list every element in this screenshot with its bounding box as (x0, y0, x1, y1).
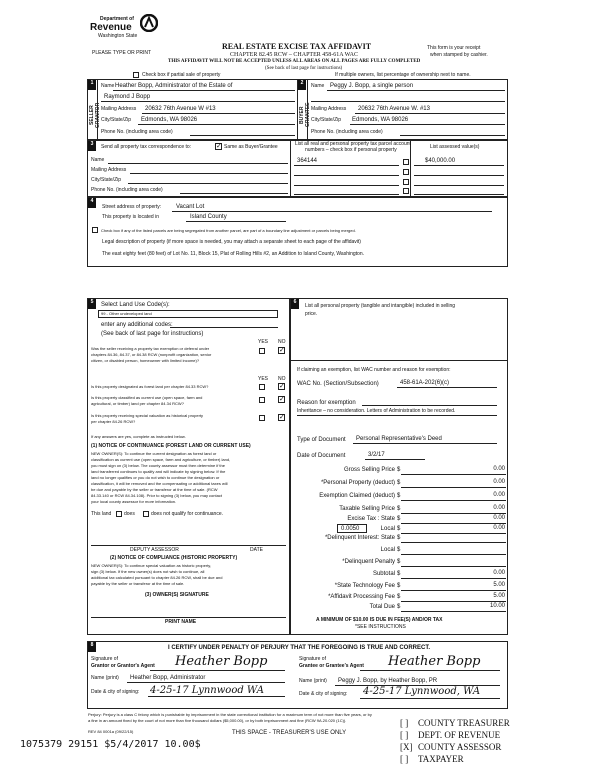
tax-row-label: Local (380, 526, 395, 532)
section-8-badge: 8 (88, 642, 96, 652)
q3-yes-checkbox[interactable] (259, 397, 265, 403)
doc-type-label: Type of Document (297, 437, 346, 443)
total-due-value[interactable]: 10.00 (489, 603, 505, 609)
land-use-code: 99 - Other undeveloped land (101, 311, 152, 316)
recording-stamp: 1075379 29151 $5/4/2017 10.00$ (20, 739, 201, 750)
excise-local-value[interactable]: 0.00 (493, 525, 505, 531)
excise-state-value[interactable]: 0.00 (493, 515, 505, 521)
no-header-1: NO (278, 339, 286, 345)
land-use-label: Select Land Use Code(s): (101, 302, 170, 308)
personal-property-checkbox-2[interactable] (403, 169, 409, 175)
does-label: does (124, 511, 135, 517)
street-label: Street address of property: (102, 204, 162, 210)
personal-property-value[interactable]: 0.00 (493, 479, 505, 485)
yes-header-2: YES (258, 376, 269, 382)
copy-label: TAXPAYER (418, 754, 464, 764)
grantee-signature[interactable]: Heather Bopp (388, 654, 481, 669)
personal-property-label-2: price. (305, 311, 318, 317)
buyer-mail-label: Mailing Address (311, 106, 347, 112)
continuance-line: NEW OWNER(S): To continue the current designation as forest land or (91, 451, 217, 456)
grantee-date-city[interactable]: 4-25-17 Lynnwood, WA (363, 686, 481, 697)
segregated-checkbox[interactable] (92, 227, 98, 233)
multiple-owners-note: If multiple owners, list percentage of ownership next to name. (335, 72, 471, 78)
q1-no-checkbox[interactable]: ✓ (279, 347, 285, 354)
continuance-title: (1) NOTICE OF CONTINUANCE (FOREST LAND OR CURRENT USE) (91, 443, 251, 449)
tax-row-label: *Delinquent Interest: State (324, 535, 395, 541)
seller-mail-label: Mailing Address (101, 106, 137, 112)
continuance-line: land no longer qualifies or you do not wish to continue the designation or (91, 475, 220, 480)
dollar-sign: $ (397, 571, 401, 577)
copy-mark[interactable]: [ ] (400, 754, 409, 764)
tax-row-label: *Personal Property (deduct) (320, 480, 395, 486)
q2-yes-checkbox[interactable] (259, 384, 265, 390)
dollar-sign: $ (397, 480, 401, 486)
dollar-sign: $ (397, 604, 401, 610)
sec3-city-label: City/State/Zip (91, 177, 122, 183)
local-rate: 0.0050 (341, 526, 360, 532)
minimum-due-note: A MINIMUM OF $10.00 IS DUE IN FEE(S) AND/OR TAX (316, 617, 443, 623)
buyer-city[interactable]: Edmonds, WA 98026 (352, 117, 409, 123)
copy-label: DEPT. OF REVENUE (418, 730, 501, 740)
dollar-sign: $ (397, 583, 401, 589)
grantor-date-label: Date & city of signing: (91, 689, 140, 695)
seller-name-label: Name (101, 83, 115, 89)
section-3-badge: 3 (88, 141, 96, 151)
grantee-print-name[interactable]: Peggy J. Bopp, by Heather Bopp, PR (338, 678, 438, 684)
no-header-2: NO (278, 376, 286, 382)
q2-no-checkbox[interactable]: ✓ (279, 383, 285, 390)
not-accepted-notice: THIS AFFIDAVIT WILL NOT BE ACCEPTED UNLESS ALL AREAS ON ALL PAGES ARE FULLY COMPLETED (168, 59, 421, 64)
continuance-line: classification as current use (open space, farm and agriculture, or timber) land, (91, 457, 231, 462)
wac-label: WAC No. (Section/Subsection) (297, 381, 379, 387)
grantor-sig-label-2: Grantor or Grantor's Agent (91, 663, 155, 669)
legal-description[interactable]: The east eighty feet (80 feet) of Lot No. 11, Block 15, Plat of Rolling Hills #2, an Addition to Island County, Washington. (102, 251, 364, 257)
grantor-name-label: Name (print) (91, 675, 119, 681)
historic-line: additional tax calculated pursuant to chapter 84.26 RCW, shall be due and (91, 575, 223, 580)
this-land-label: This land (91, 511, 112, 517)
parcel-header-1: List all real and personal property tax parcel account (295, 141, 411, 147)
tax-row-label: Local (380, 547, 395, 553)
personal-property-checkbox-4[interactable] (403, 188, 409, 194)
please-type: PLEASE TYPE OR PRINT (92, 50, 152, 56)
parcel-header-2: numbers – check box if personal property (305, 147, 397, 153)
q4-line1: Is this property receiving special valuation as historical property (91, 413, 204, 418)
deputy-assessor-label: DEPUTY ASSESSOR (130, 547, 179, 553)
state-technology-fee-value[interactable]: 5.00 (493, 582, 505, 588)
grantor-date-city[interactable]: 4-25-17 Lynnwood WA (150, 685, 264, 696)
grantee-date-label: Date & city of signing: (299, 691, 348, 697)
receipt-note-2: when stamped by cashier. (430, 52, 488, 58)
tax-row-label: Taxable Selling Price (339, 506, 395, 512)
q1-line1: Was the seller receiving a property tax exemption or deferral under (91, 346, 210, 351)
parcel-number[interactable]: 364144 (297, 158, 318, 164)
sec3-name-label: Name (91, 157, 105, 163)
q1-line3: citizen, or disabled person, homeowner with limited income)? (91, 358, 200, 363)
tax-row-label: *State Technology Fee (334, 583, 395, 589)
doc-date-label: Date of Document (297, 453, 346, 459)
gross-selling-price-value[interactable]: 0.00 (493, 466, 505, 472)
q4-yes-checkbox[interactable] (259, 415, 265, 421)
dollar-sign: $ (397, 516, 401, 522)
seller-phone-label: Phone No. (including area code) (101, 129, 173, 135)
exemption-claim-label: If claiming an exemption, list WAC number and reason for exemption: (297, 367, 451, 373)
copy-mark[interactable]: [ ] (400, 730, 409, 740)
affidavit-processing-fee-value[interactable]: 5.00 (493, 593, 505, 599)
buyer-side-label: BUYER GRANTEE (299, 102, 311, 128)
revenue-logo-icon (140, 14, 158, 32)
grantee-name-label: Name (print) (299, 678, 327, 684)
copy-label: COUNTY ASSESSOR (418, 742, 502, 752)
q2-label: Is this property designated as forest land per chapter 84.33 RCW? (91, 384, 209, 389)
historic-line: sign (3) below. If the new owner(s) does not wish to continue, all (91, 569, 205, 574)
dollar-sign: $ (397, 493, 401, 499)
historic-title: (2) NOTICE OF COMPLIANCE (HISTORIC PROPERTY) (110, 555, 238, 561)
treasurer-use-only: THIS SPACE - TREASURER'S USE ONLY (232, 730, 347, 736)
document-date[interactable]: 3/2/17 (368, 452, 385, 458)
copy-label: COUNTY TREASURER (418, 718, 510, 728)
grantor-print-name[interactable]: Heather Bopp, Administrator (130, 675, 206, 681)
continuance-line: land transferred continues to qualify and will indicate by signing below. If the (91, 469, 226, 474)
dollar-sign: $ (397, 535, 401, 541)
form-chapter: CHAPTER 82.45 RCW – CHAPTER 458-61A WAC (230, 52, 358, 58)
section-4-badge: 4 (88, 198, 96, 208)
dollar-sign: $ (397, 467, 401, 473)
see-back-instructions: (See back of last page for instructions) (101, 331, 204, 337)
does-qualify-checkbox[interactable] (116, 511, 122, 517)
assessed-value[interactable]: $40,000.00 (425, 158, 456, 164)
seller-city[interactable]: Edmonds, WA 98026 (141, 117, 198, 123)
perjury-notice: Perjury: Perjury is a class C felony which is punishable by imprisonment in the state correctional institution for a maximum term of not more than five years, or by (88, 712, 372, 717)
seller-name-2[interactable]: Raymond J Bopp (104, 94, 151, 100)
tax-row-label: Exemption Claimed (deduct) (319, 493, 395, 499)
grantor-sig-label-1: Signature of (91, 656, 118, 662)
historic-line: NEW OWNER(S): To continue special valuation as historic property, (91, 563, 212, 568)
copy-mark[interactable]: [ ] (400, 718, 409, 728)
assessed-header: List assessed value(s) (430, 144, 480, 150)
print-name-label: PRINT NAME (165, 619, 197, 625)
logo-line1: Department of (100, 16, 134, 22)
receipt-note-1: This form is your receipt (427, 45, 481, 51)
assessor-date-label: DATE (250, 547, 263, 553)
section-1-badge: 1 (88, 80, 96, 90)
located-label: This property is located in (102, 214, 159, 220)
logo-line3: Washington State (98, 33, 138, 39)
owner-signature-label: (3) OWNER(S) SIGNATURE (145, 592, 209, 598)
q3-no-checkbox[interactable]: ✓ (279, 396, 285, 403)
document-type[interactable]: Personal Representative's Deed (356, 436, 442, 442)
tax-row-label: Gross Selling Price (343, 467, 395, 473)
same-as-buyer-label: Same as Buyer/Grantee (224, 144, 278, 150)
q4-no-checkbox[interactable]: ✓ (279, 414, 285, 421)
form-title: REAL ESTATE EXCISE TAX AFFIDAVIT (222, 42, 372, 51)
tax-row-label: *Delinquent Penalty (342, 559, 395, 565)
dollar-sign: $ (397, 506, 401, 512)
dollar-sign: $ (397, 526, 401, 532)
section-5-badge: 5 (88, 299, 96, 309)
continuance-line: 84.33.140 or RCW 84.34.108). Prior to signing (3) below, you may contact (91, 493, 222, 498)
continuance-line: you must sign on (3) below. The county assessor must then determine if the (91, 463, 225, 468)
taxable-selling-price-value[interactable]: 0.00 (493, 505, 505, 511)
subtotal-value[interactable]: 0.00 (493, 570, 505, 576)
certify-statement: I CERTIFY UNDER PENALTY OF PERJURY THAT THE FOREGOING IS TRUE AND CORRECT. (168, 645, 431, 651)
dollar-sign: $ (397, 547, 401, 553)
buyer-phone-label: Phone No. (including area code) (311, 129, 383, 135)
personal-property-checkbox-3[interactable] (403, 179, 409, 185)
county[interactable]: Island County (190, 214, 227, 220)
buyer-mailing-address[interactable]: 20632 76th Avenue W. #13 (358, 106, 430, 112)
if-any-yes: If any answers are yes, complete as instructed below. (91, 434, 186, 439)
does-not-label: does not qualify for continuance. (151, 511, 223, 517)
yes-header-1: YES (258, 339, 269, 345)
personal-property-label: List all personal property (tangible and intangible) included in selling (305, 303, 456, 309)
see-back-note: (See back of last page for instructions) (265, 66, 343, 71)
see-instructions: *SEE INSTRUCTIONS (355, 624, 406, 630)
partial-sale-checkbox[interactable] (133, 72, 139, 78)
q4-line2: per chapter 84.26 RCW? (91, 419, 136, 424)
seller-name[interactable]: Heather Bopp, Administrator of the Estate of (115, 83, 233, 89)
logo-line2: Revenue (90, 22, 132, 33)
dollar-sign: $ (397, 594, 401, 600)
exemption-reason[interactable]: Inheritance – no consideration. Letters of Administration to be recorded. (297, 408, 456, 414)
seller-mailing-address[interactable]: 20632 76th Avenue W #13 (145, 106, 216, 112)
buyer-city-label: City/State/Zip (311, 117, 342, 123)
tax-row-label: Excise Tax : State (347, 516, 395, 522)
section-2-badge: 2 (298, 80, 306, 90)
dollar-sign: $ (397, 559, 401, 565)
section-6-badge: 6 (291, 299, 299, 309)
tax-row-label: Total Due (369, 604, 395, 610)
grantee-sig-label-1: Signature of (299, 656, 326, 662)
seller-city-label: City/State/Zip (101, 117, 132, 123)
send-correspondence-label: Send all property tax correspondence to: (101, 144, 192, 150)
street-address[interactable]: Vacant Lot (176, 204, 205, 210)
tax-row-label: Subtotal (372, 571, 395, 577)
q3-line2: agricultural, or timber) land per chapter 84.34 RCW? (91, 401, 184, 406)
tax-row-label: *Affidavit Processing Fee (328, 594, 395, 600)
wac-number[interactable]: 458-61A-202(6)(c) (400, 380, 450, 386)
buyer-name-label: Name (311, 83, 325, 89)
segregated-label: Check box if any of the listed parcels are being segregated from another parcel, are part of a boundary line adjustment or parcels being merged. (101, 228, 356, 233)
q1-line2: chapters 84.36, 84.37, or 84.38 RCW (nonprofit organization, senior (91, 352, 212, 357)
q1-yes-checkbox[interactable] (259, 348, 265, 354)
grantor-signature[interactable]: Heather Bopp (175, 654, 268, 669)
sec3-mail-label: Mailing Address (91, 167, 127, 173)
grantee-sig-label-2: Grantee or Grantee's Agent (299, 663, 364, 669)
does-not-qualify-checkbox[interactable] (143, 511, 149, 517)
q3-line1: Is this property classified as current use (open space, farm and (91, 395, 203, 400)
copy-mark[interactable]: [X] (400, 742, 413, 752)
legal-desc-label: Legal description of property (if more space is needed, you may attach a separate sheet to each page of the affidavit) (102, 239, 361, 245)
continuance-line: your local county assessor for more information. (91, 499, 177, 504)
partial-sale-label: Check box if partial sale of property (142, 72, 221, 78)
exemption-claimed-value[interactable]: 0.00 (493, 492, 505, 498)
continuance-line: be due and payable by the seller or transferor at the time of sale. (RCW (91, 487, 218, 492)
sec3-phone-label: Phone No. (including area code) (91, 187, 163, 193)
seller-side-label: SELLER GRANTOR (89, 102, 101, 128)
perjury-notice-2: a fine in an amount fixed by the court of not more than five thousand dollars ($5,000.00), or by both imprisonment and fine (RCW 9A.20.020 (1C)). (88, 718, 347, 723)
form-revision: REV 84 0001a (09/22/15) (88, 729, 134, 734)
reason-label: Reason for exemption (297, 400, 356, 406)
buyer-name[interactable]: Peggy J. Bopp, a single person (330, 83, 414, 89)
additional-codes-label: enter any additional codes: (101, 322, 173, 328)
continuance-line: classification, it will be removed and the compensating or additional taxes will (91, 481, 228, 486)
personal-property-checkbox-1[interactable] (403, 159, 409, 165)
same-as-buyer-checkbox[interactable]: ✓ (216, 143, 222, 150)
historic-line: payable by the seller or transferor at the time of sale. (91, 581, 185, 586)
